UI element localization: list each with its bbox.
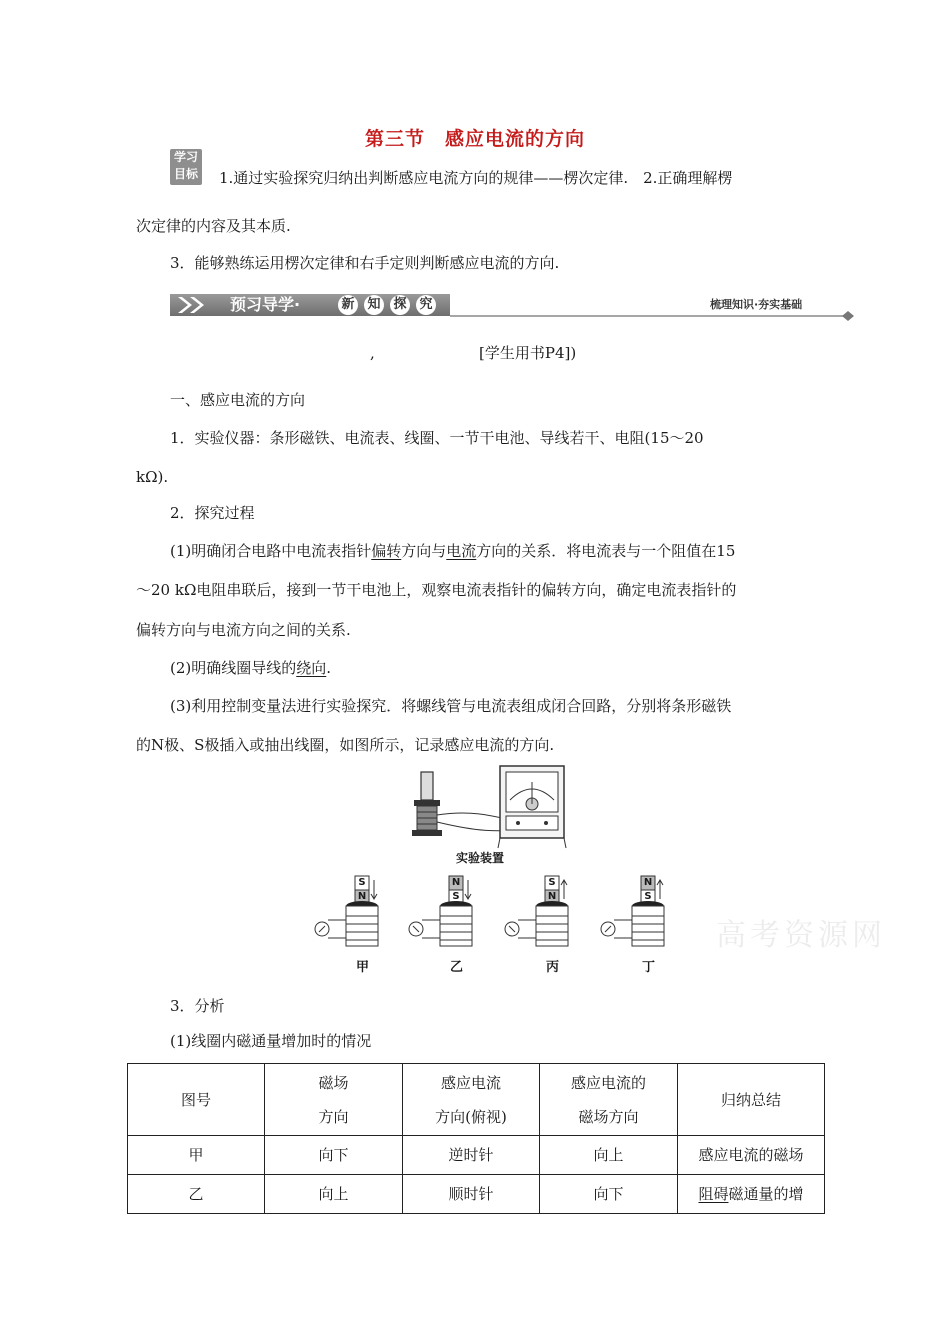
arrow-up-icon: [657, 880, 663, 899]
watermark: 高考资源网: [716, 918, 886, 953]
coil-diagram-yi: [404, 872, 484, 954]
table-cell: 逆时针: [403, 1136, 540, 1175]
coil-diagram-jia: [310, 872, 390, 954]
arrow-up-icon: [561, 880, 567, 899]
para1-line-1: (1)明确闭合电路中电流表指针偏转方向与电流方向的关系．将电流表与一个阻值在15: [170, 542, 736, 560]
para1-line-2: ～20 kΩ电阻串联后，接到一节干电池上，观察电流表指针的偏转方向，确定电流表指针的: [136, 581, 737, 599]
magnet-label-bottom: S: [644, 891, 652, 902]
bar-magnet: [421, 772, 433, 800]
header-cell: 感应电流的 磁场方向: [540, 1064, 678, 1136]
subheading-1: (1)线圈内磁通量增加时的情况: [170, 1032, 372, 1050]
title-section-number: 第三节: [364, 128, 425, 150]
table-header-row: [128, 1064, 825, 1136]
banner-char-4: 究: [419, 297, 433, 312]
badge-line-1: 学习: [173, 150, 198, 164]
para1-line-3: 偏转方向与电流方向之间的关系.: [136, 621, 351, 639]
para3-line-2: 的N极、S极插入或抽出线圈，如图所示，记录感应电流的方向.: [136, 736, 555, 754]
magnet-label-bottom: S: [452, 891, 460, 902]
table-cell: 乙: [128, 1175, 265, 1214]
coil-diagrams: [310, 872, 670, 977]
magnet-label-bottom: N: [547, 891, 557, 902]
table-cell: 向下: [265, 1136, 403, 1175]
header-cell: 感应电流 方向(俯视): [403, 1064, 540, 1136]
item1-line-1: 1．实验仪器：条形磁铁、电流表、线圈、一节干电池、导线若干、电阻(15～20: [170, 429, 704, 447]
banner-right-label: 梳理知识·夯实基础: [710, 298, 803, 311]
table-cell: 甲: [128, 1136, 265, 1175]
table-cell: 向上: [265, 1175, 403, 1214]
banner-char-1: 新: [341, 297, 355, 312]
objective-line-2: 次定律的内容及其本质.: [136, 217, 291, 235]
table-cell: 顺时针: [403, 1175, 540, 1214]
title-text: 感应电流的方向: [445, 128, 586, 150]
learning-goals-badge: [170, 149, 202, 185]
banner-left-label: 预习导学·: [230, 295, 301, 314]
analysis-table: [127, 1063, 825, 1214]
magnet-label-top: N: [643, 877, 653, 888]
item1-line-2: kΩ).: [136, 468, 169, 486]
section-banner: [170, 292, 860, 322]
underlined-term: 偏转: [371, 542, 402, 560]
item2-heading: 2．探究过程: [170, 504, 255, 522]
underlined-term: 阻碍: [698, 1185, 729, 1203]
magnet-label-top: S: [358, 877, 366, 888]
coil-label: 丁: [642, 960, 656, 975]
coil-base: [412, 830, 442, 836]
section-heading-1: 一、感应电流的方向: [170, 391, 306, 409]
section-heading-3: 3．分析: [170, 997, 225, 1015]
coil-diagram-bing: [500, 872, 580, 954]
underlined-term: 绕向: [296, 659, 327, 677]
ref-comma: ,: [370, 344, 375, 362]
coil-cap: [414, 800, 440, 806]
coil-label: 丙: [546, 960, 560, 975]
magnet-label-bottom: N: [357, 891, 367, 902]
objective-line-1: 1.通过实验探究归纳出判断感应电流方向的规律——楞次定律. 2.正确理解楞: [219, 169, 733, 187]
header-cell: 图号: [128, 1064, 265, 1136]
magnet-label-top: N: [451, 877, 461, 888]
coil-label: 乙: [450, 960, 464, 975]
underlined-term: 电流: [446, 542, 477, 560]
banner-char-2: 知: [367, 297, 381, 312]
objective-line-3: 3．能够熟练运用楞次定律和右手定则判断感应电流的方向.: [170, 254, 560, 272]
para3-line-1: (3)利用控制变量法进行实验探究．将螺线管与电流表组成闭合回路，分别将条形磁铁: [170, 697, 732, 715]
page-title: [0, 124, 950, 151]
header-cell: 归纳总结: [678, 1064, 825, 1136]
table-cell: 向上: [540, 1136, 678, 1175]
badge-line-2: 目标: [173, 167, 198, 181]
apparatus-figure: [400, 760, 580, 860]
para2: (2)明确线圈导线的绕向.: [170, 659, 332, 677]
banner-char-3: 探: [393, 297, 407, 312]
summary-cell: 阻碍磁通量的增: [678, 1175, 825, 1214]
header-cell: 磁场 方向: [265, 1064, 403, 1136]
table-row: [128, 1175, 825, 1214]
arrow-down-icon: [465, 880, 471, 899]
coil-diagram-ding: [596, 872, 676, 954]
table-cell: 向下: [540, 1175, 678, 1214]
coil-label: 甲: [356, 960, 370, 975]
summary-cell: 感应电流的磁场: [678, 1136, 825, 1175]
diamond-icon: [842, 311, 854, 321]
book-reference: [学生用书P4]): [479, 344, 577, 362]
table-row: [128, 1136, 825, 1175]
arrow-down-icon: [371, 880, 377, 899]
figure-caption: 实验装置: [456, 851, 505, 865]
magnet-label-top: S: [548, 877, 556, 888]
